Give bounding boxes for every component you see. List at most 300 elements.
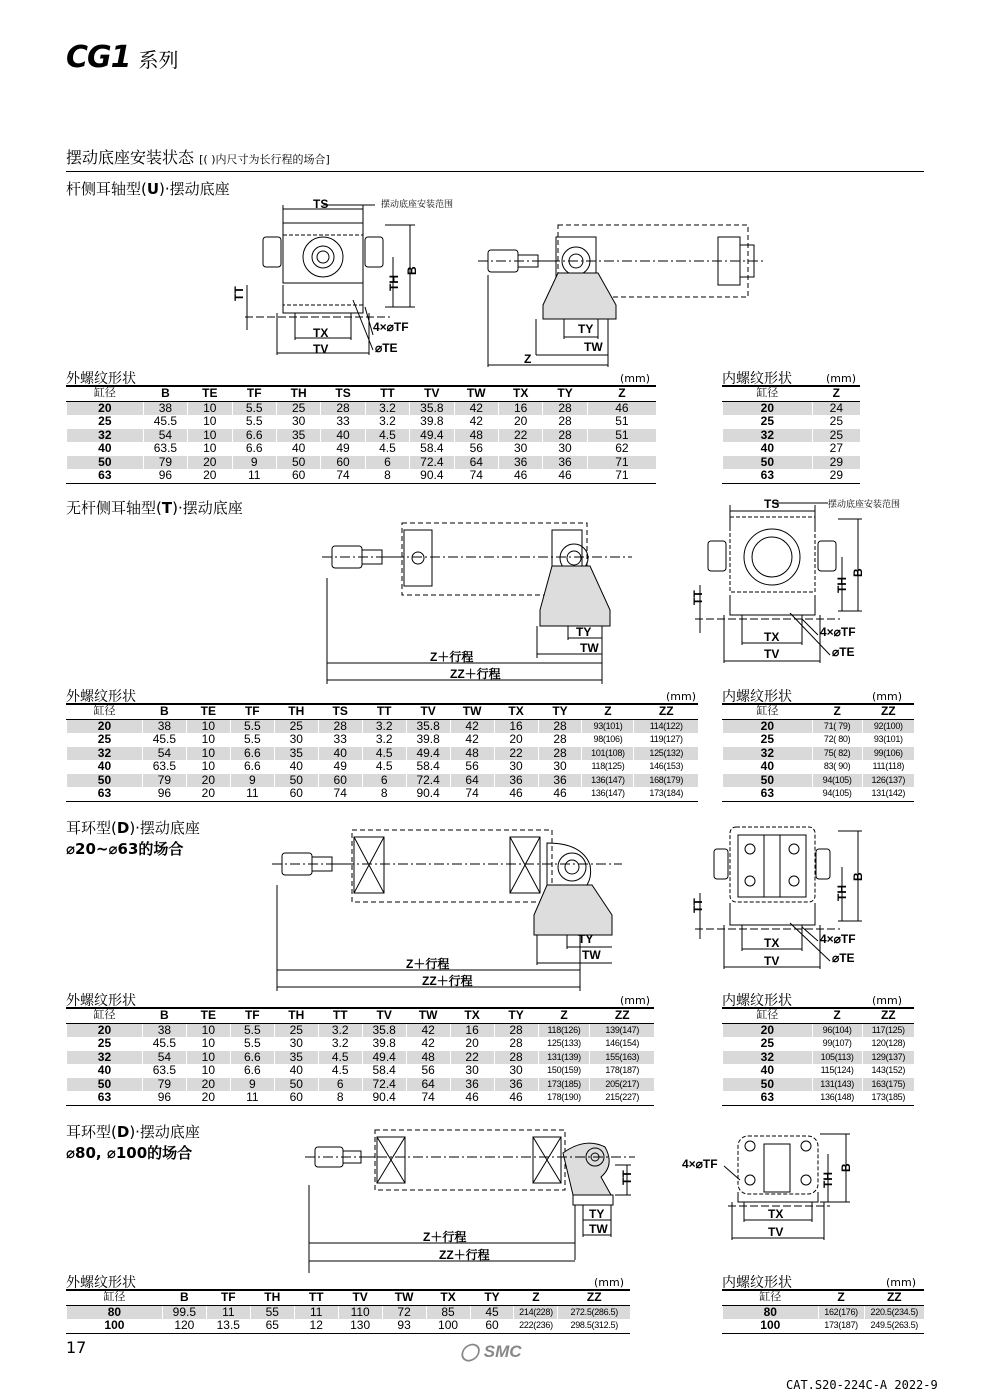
table-cell: 94(105)	[812, 787, 862, 801]
table-cell: 125(133)	[538, 1037, 590, 1051]
table-cell: 35	[276, 429, 320, 443]
table-cell: 3.2	[365, 401, 409, 415]
column-header: TT	[294, 1290, 338, 1305]
table-cell: 25	[67, 415, 144, 429]
unit-label-t-int: (mm)	[872, 690, 903, 703]
table-cell: 39.8	[362, 1037, 406, 1051]
table-cell: 60	[276, 469, 320, 483]
table-cell: 32	[723, 747, 813, 761]
table-cell: 100	[67, 1319, 163, 1333]
table-cell: 25	[723, 733, 813, 747]
table-row	[67, 774, 699, 788]
ext-thread-table-d-small	[66, 1007, 654, 1106]
table-cell: 25	[67, 1037, 143, 1051]
table-row	[723, 1023, 915, 1037]
table-cell: 60	[470, 1319, 514, 1333]
table-cell: 45	[470, 1305, 514, 1319]
table-cell: 22	[498, 429, 542, 443]
table-cell: 93	[382, 1319, 426, 1333]
table-cell: 6.6	[230, 747, 274, 761]
table-row	[723, 1064, 915, 1078]
table-cell: 28	[538, 719, 582, 733]
table-cell: 74	[406, 1091, 450, 1105]
table-cell: 20	[450, 1037, 494, 1051]
svg-text:TH: TH	[835, 577, 849, 593]
int-thread-label-t: 内螺纹形状	[722, 689, 792, 705]
table-cell: 4.5	[365, 442, 409, 456]
table-cell: 25	[276, 401, 320, 415]
svg-text:B: B	[851, 872, 865, 881]
table-cell: 46	[450, 1091, 494, 1105]
section-heading: 摆动底座安装状态 [( )内尺寸为长行程的场合]	[66, 145, 924, 172]
table-cell: 5.5	[230, 1023, 274, 1037]
table-cell: 8	[362, 787, 406, 801]
table-row	[67, 429, 657, 443]
table-row	[723, 1305, 925, 1319]
table-cell: 20	[186, 774, 230, 788]
table-cell: 98(106)	[582, 733, 634, 747]
column-header: ZZ	[862, 704, 914, 719]
table-cell: 32	[67, 747, 143, 761]
table-cell: 36	[543, 456, 587, 470]
table-cell: 36	[450, 1078, 494, 1092]
table-cell: 5.5	[230, 719, 274, 733]
column-header: TE	[188, 386, 232, 401]
table-row	[67, 1078, 655, 1092]
table-row	[723, 415, 861, 429]
table-cell: 20	[67, 1023, 143, 1037]
table-row	[723, 760, 915, 774]
table-cell: 72( 80)	[812, 733, 862, 747]
table-cell: 63.5	[142, 1064, 186, 1078]
drawing-d-small-front	[690, 815, 930, 975]
table-cell: 114(122)	[634, 719, 698, 733]
column-header: TV	[362, 1008, 406, 1023]
table-cell: 25	[723, 1037, 813, 1051]
table-cell: 30	[274, 733, 318, 747]
table-cell: 96	[142, 787, 186, 801]
column-header: B	[143, 386, 187, 401]
svg-text:TV: TV	[764, 647, 780, 661]
table-cell: 72	[382, 1305, 426, 1319]
table-cell: 90.4	[406, 787, 450, 801]
table-cell: 48	[406, 1051, 450, 1065]
table-cell: 9	[230, 774, 274, 788]
column-header: TV	[338, 1290, 382, 1305]
subsection-title-u: 杆侧耳轴型(U)·摆动底座	[66, 180, 230, 198]
table-cell: 118(126)	[538, 1023, 590, 1037]
column-header: TF	[206, 1290, 250, 1305]
subsection-title-t: 无杆侧耳轴型(T)·摆动底座	[66, 499, 243, 517]
table-cell: 9	[230, 1078, 274, 1092]
drawing-u-front	[225, 195, 465, 370]
table-cell: 58.4	[410, 442, 454, 456]
table-cell: 131(142)	[862, 787, 914, 801]
table-cell: 51	[587, 429, 656, 443]
table-cell: 40	[67, 442, 144, 456]
svg-text:⌀TE: ⌀TE	[832, 951, 855, 965]
table-header-row	[723, 1290, 925, 1305]
catalog-number: CAT.S20-224C-A 2022-9	[786, 1378, 938, 1392]
table-cell: 96	[142, 1091, 186, 1105]
table-cell: 10	[186, 760, 230, 774]
table-cell: 50	[67, 456, 144, 470]
table-cell: 55	[250, 1305, 294, 1319]
svg-text:TX: TX	[764, 630, 780, 644]
table-cell: 28	[543, 401, 587, 415]
table-cell: 10	[186, 1064, 230, 1078]
table-cell: 136(148)	[812, 1091, 862, 1105]
table-cell: 63	[67, 469, 144, 483]
table-cell: 90.4	[410, 469, 454, 483]
column-header: Z	[812, 1008, 862, 1023]
table-cell: 54	[142, 1051, 186, 1065]
table-cell: 20	[188, 456, 232, 470]
table-cell: 11	[230, 1091, 274, 1105]
table-cell: 136(147)	[582, 774, 634, 788]
table-header-row	[723, 704, 915, 719]
svg-text:TY: TY	[589, 1207, 605, 1221]
table-row	[67, 401, 657, 415]
table-cell: 35	[274, 747, 318, 761]
table-cell: 58.4	[406, 760, 450, 774]
table-cell: 16	[450, 1023, 494, 1037]
table-cell: 79	[142, 1078, 186, 1092]
table-cell: 42	[454, 401, 498, 415]
table-cell: 10	[188, 429, 232, 443]
table-cell: 45.5	[142, 733, 186, 747]
column-header: TX	[498, 386, 542, 401]
table-cell: 71	[587, 469, 656, 483]
table-cell: 38	[143, 401, 187, 415]
svg-text:摆动底座安装范围: 摆动底座安装范围	[828, 500, 901, 510]
table-row	[723, 719, 915, 733]
table-row	[723, 774, 915, 788]
table-row	[723, 1037, 915, 1051]
table-cell: 63	[723, 469, 813, 483]
table-row	[67, 787, 699, 801]
table-cell: 64	[450, 774, 494, 788]
table-cell: 10	[186, 1023, 230, 1037]
table-cell: 220.5(234.5)	[864, 1305, 924, 1319]
table-cell: 30	[450, 1064, 494, 1078]
table-cell: 272.5(286.5)	[558, 1305, 630, 1319]
table-cell: 62	[587, 442, 656, 456]
column-header: TH	[250, 1290, 294, 1305]
svg-text:ZZ＋行程: ZZ＋行程	[422, 974, 473, 988]
table-cell: 28	[494, 1023, 538, 1037]
table-cell: 40	[723, 442, 813, 456]
column-header: TF	[230, 704, 274, 719]
column-header: B	[142, 704, 186, 719]
table-cell: 3.2	[362, 719, 406, 733]
table-cell: 205(217)	[590, 1078, 654, 1092]
table-cell: 50	[274, 1078, 318, 1092]
table-row	[67, 760, 699, 774]
table-cell: 28	[321, 401, 365, 415]
table-cell: 30	[274, 1037, 318, 1051]
svg-text:TV: TV	[764, 954, 780, 968]
table-row	[723, 429, 861, 443]
column-header: 缸径	[723, 386, 813, 401]
table-cell: 32	[723, 429, 813, 443]
table-cell: 49.4	[410, 429, 454, 443]
svg-text:TV: TV	[313, 342, 329, 356]
table-cell: 51	[587, 415, 656, 429]
unit-label-t: (mm)	[666, 690, 697, 703]
table-cell: 6.6	[232, 429, 276, 443]
table-cell: 40	[723, 760, 813, 774]
table-row	[723, 1078, 915, 1092]
svg-text:TT: TT	[691, 590, 705, 605]
table-cell: 79	[143, 456, 187, 470]
table-cell: 56	[454, 442, 498, 456]
table-cell: 63	[67, 1091, 143, 1105]
table-cell: 42	[454, 415, 498, 429]
unit-label-u: (mm)	[620, 372, 651, 385]
series-subtitle: 系列	[138, 48, 179, 72]
table-cell: 32	[723, 1051, 813, 1065]
table-cell: 101(108)	[582, 747, 634, 761]
column-header: 缸径	[67, 1008, 143, 1023]
column-header: Z	[818, 1290, 864, 1305]
table-cell: 48	[454, 429, 498, 443]
column-header: Z	[582, 704, 634, 719]
table-cell: 49.4	[362, 1051, 406, 1065]
table-cell: 72.4	[362, 1078, 406, 1092]
table-row	[723, 456, 861, 470]
column-header: ZZ	[558, 1290, 630, 1305]
table-cell: 163(175)	[862, 1078, 914, 1092]
table-cell: 3.2	[318, 1037, 362, 1051]
column-header: TX	[450, 1008, 494, 1023]
table-cell: 35.8	[406, 719, 450, 733]
table-cell: 71( 79)	[812, 719, 862, 733]
svg-text:TW: TW	[584, 340, 603, 354]
column-header: TX	[494, 704, 538, 719]
table-cell: 25	[67, 733, 143, 747]
svg-text:TS: TS	[313, 197, 329, 211]
table-cell: 65	[250, 1319, 294, 1333]
svg-text:TT: TT	[691, 898, 705, 913]
table-cell: 100	[426, 1319, 470, 1333]
column-header: Z	[538, 1008, 590, 1023]
drawing-t-side	[322, 518, 642, 688]
ext-thread-table-d-large	[66, 1289, 630, 1334]
table-cell: 178(190)	[538, 1091, 590, 1105]
table-header-row	[67, 704, 699, 719]
section-note: [( )内尺寸为长行程的场合]	[199, 153, 330, 166]
table-row	[723, 401, 861, 415]
table-cell: 28	[494, 1037, 538, 1051]
table-cell: 4.5	[318, 1051, 362, 1065]
table-cell: 8	[318, 1091, 362, 1105]
column-header: TX	[426, 1290, 470, 1305]
table-cell: 42	[406, 1037, 450, 1051]
table-cell: 126(137)	[862, 774, 914, 788]
table-cell: 178(187)	[590, 1064, 654, 1078]
table-row	[67, 747, 699, 761]
column-header: TV	[406, 704, 450, 719]
table-cell: 155(163)	[590, 1051, 654, 1065]
table-cell: 131(139)	[538, 1051, 590, 1065]
table-cell: 48	[450, 747, 494, 761]
column-header: TH	[276, 386, 320, 401]
table-cell: 40	[274, 760, 318, 774]
drawing-t-front	[690, 495, 930, 670]
table-row	[723, 787, 915, 801]
table-row	[723, 747, 915, 761]
table-cell: 38	[142, 1023, 186, 1037]
ext-thread-label-t: 外螺纹形状	[66, 689, 136, 705]
table-cell: 173(187)	[818, 1319, 864, 1333]
table-cell: 36	[498, 456, 542, 470]
table-cell: 16	[494, 719, 538, 733]
table-cell: 99(106)	[862, 747, 914, 761]
svg-text:ZZ＋行程: ZZ＋行程	[439, 1248, 490, 1262]
column-header: TW	[382, 1290, 426, 1305]
table-cell: 94(105)	[812, 774, 862, 788]
table-cell: 25	[723, 415, 813, 429]
table-cell: 215(227)	[590, 1091, 654, 1105]
column-header: B	[162, 1290, 206, 1305]
table-cell: 173(185)	[538, 1078, 590, 1092]
table-cell: 6.6	[230, 1051, 274, 1065]
svg-text:TV: TV	[768, 1225, 784, 1239]
series-title: CG1 系列	[66, 40, 179, 75]
table-cell: 46	[543, 469, 587, 483]
table-row	[723, 733, 915, 747]
table-row	[67, 1023, 655, 1037]
table-cell: 222(236)	[514, 1319, 558, 1333]
svg-text:TX: TX	[313, 326, 329, 340]
table-cell: 46	[494, 1091, 538, 1105]
column-header: 缸径	[67, 386, 144, 401]
table-cell: 5.5	[232, 415, 276, 429]
table-cell: 40	[67, 1064, 143, 1078]
table-cell: 40	[318, 747, 362, 761]
column-header: TE	[186, 704, 230, 719]
table-cell: 75( 82)	[812, 747, 862, 761]
table-cell: 5.5	[230, 733, 274, 747]
table-cell: 49	[321, 442, 365, 456]
table-header-row	[67, 1290, 631, 1305]
table-cell: 46	[498, 469, 542, 483]
svg-text:ZZ＋行程: ZZ＋行程	[450, 667, 501, 681]
table-cell: 30	[276, 415, 320, 429]
table-row	[67, 1319, 631, 1333]
table-cell: 28	[538, 733, 582, 747]
table-cell: 60	[274, 1091, 318, 1105]
table-cell: 28	[318, 719, 362, 733]
table-row	[67, 456, 657, 470]
column-header: TT	[318, 1008, 362, 1023]
table-cell: 49	[318, 760, 362, 774]
table-cell: 13.5	[206, 1319, 250, 1333]
int-thread-label-d-large: 内螺纹形状	[722, 1275, 792, 1291]
table-cell: 56	[406, 1064, 450, 1078]
svg-text:TX: TX	[768, 1207, 784, 1221]
table-cell: 10	[188, 415, 232, 429]
table-cell: 36	[538, 774, 582, 788]
table-cell: 28	[494, 1051, 538, 1065]
column-header: ZZ	[862, 1008, 914, 1023]
column-header: TS	[321, 386, 365, 401]
column-header: ZZ	[590, 1008, 654, 1023]
column-header: TW	[406, 1008, 450, 1023]
table-cell: 60	[321, 456, 365, 470]
table-cell: 64	[406, 1078, 450, 1092]
table-cell: 27	[812, 442, 860, 456]
table-cell: 96	[143, 469, 187, 483]
svg-text:Z＋行程: Z＋行程	[430, 650, 474, 664]
unit-label-u-int: (mm)	[826, 372, 857, 385]
table-cell: 117(125)	[862, 1023, 914, 1037]
table-cell: 28	[543, 429, 587, 443]
table-cell: 63	[723, 1091, 813, 1105]
svg-text:B: B	[839, 1163, 853, 1172]
table-cell: 30	[494, 1064, 538, 1078]
ext-thread-label-d-large: 外螺纹形状	[66, 1275, 136, 1291]
ext-thread-label-d-small: 外螺纹形状	[66, 993, 136, 1009]
table-cell: 111(118)	[862, 760, 914, 774]
svg-text:B: B	[851, 568, 865, 577]
column-header: TS	[318, 704, 362, 719]
table-row	[67, 1305, 631, 1319]
table-cell: 74	[450, 787, 494, 801]
svg-text:TY: TY	[576, 625, 592, 639]
table-cell: 6.6	[230, 760, 274, 774]
table-cell: 10	[186, 1051, 230, 1065]
svg-text:TY: TY	[578, 932, 594, 946]
table-cell: 10	[186, 733, 230, 747]
table-cell: 10	[188, 401, 232, 415]
ext-thread-table-t	[66, 703, 698, 802]
table-cell: 11	[206, 1305, 250, 1319]
table-cell: 83( 90)	[812, 760, 862, 774]
table-cell: 25	[274, 1023, 318, 1037]
table-row	[723, 1319, 925, 1333]
table-cell: 22	[494, 747, 538, 761]
column-header: TW	[450, 704, 494, 719]
column-header: TH	[274, 1008, 318, 1023]
table-row	[67, 719, 699, 733]
table-cell: 10	[188, 442, 232, 456]
table-cell: 99.5	[162, 1305, 206, 1319]
int-thread-label-u: 内螺纹形状	[722, 371, 792, 387]
table-cell: 50	[276, 456, 320, 470]
table-cell: 22	[450, 1051, 494, 1065]
svg-text:4×⌀TF: 4×⌀TF	[373, 320, 409, 334]
table-cell: 33	[318, 733, 362, 747]
table-cell: 63	[723, 787, 813, 801]
table-cell: 42	[450, 733, 494, 747]
table-cell: 29	[812, 456, 860, 470]
svg-text:TH: TH	[387, 275, 401, 291]
table-cell: 6	[318, 1078, 362, 1092]
table-cell: 63.5	[143, 442, 187, 456]
table-cell: 60	[274, 787, 318, 801]
table-cell: 99(107)	[812, 1037, 862, 1051]
table-cell: 20	[498, 415, 542, 429]
table-cell: 63.5	[142, 760, 186, 774]
table-cell: 35	[274, 1051, 318, 1065]
table-cell: 72.4	[410, 456, 454, 470]
column-header: TT	[362, 704, 406, 719]
column-header: TH	[274, 704, 318, 719]
table-cell: 130	[338, 1319, 382, 1333]
table-cell: 16	[498, 401, 542, 415]
